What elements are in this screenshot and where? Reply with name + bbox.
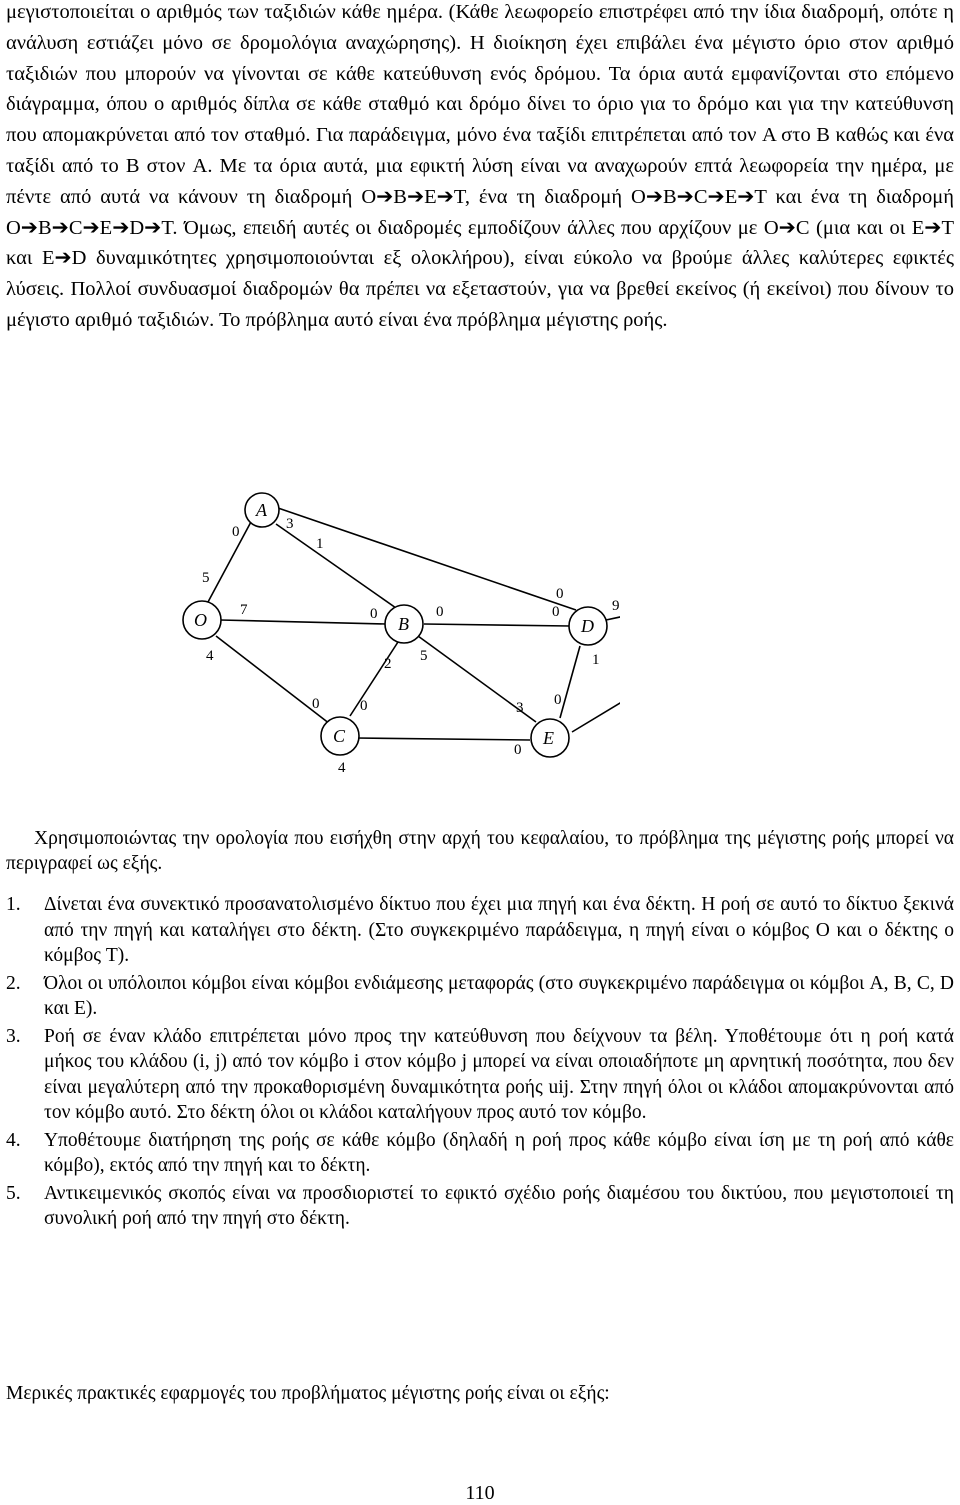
list-item-number: 3.: [6, 1025, 21, 1047]
list-item-number: 2.: [6, 972, 21, 994]
list-item-number: 1.: [6, 894, 21, 915]
cap-OA: 5: [202, 570, 210, 586]
list-item: [6, 892, 954, 969]
cap-BC: 2: [384, 656, 392, 672]
cap-AO: 0: [232, 524, 240, 540]
intro-definition-paragraph: Χρησιμοποιώντας την ορολογία που εισήχθη στην αρχή του κεφαλαίου, το πρόβλημα της μέγιστης ροής μπορεί να περιγραφεί ως εξής.: [6, 828, 954, 874]
cap-CE: 4: [338, 760, 346, 776]
node-label-B: B: [398, 614, 409, 634]
list-item-text: Ροή σε έναν κλάδο επιτρέπεται μόνο προς την κατεύθυνση που δείχνουν τα βέλη. Υποθέτουμε ότι η ροή κατά μήκος του κλάδου (i, j) από τον κόμβο i στον κόμβο j μπορεί να είναι οποιαδήποτε μη αρνητική ποσότητα, που δεν είναι μεγαλύτερη από την προκαθορισμένη δυναμικότητα ροής uij. Στην πηγή όλοι οι κλάδοι απομακρύνονται από τον κόμβο αυτό. Στο δέκτη όλοι οι κλάδοι καταλήγουν προς αυτό τον κόμβο.: [44, 1025, 954, 1123]
cap-BO: 0: [370, 606, 378, 622]
edge-D-E: [560, 646, 580, 718]
intro-paragraph: μεγιστοποιείται ο αριθμός των ταξιδιών κάθε ημέρα. (Κάθε λεωφορείο επιστρέφει από την ίδια διαδρομή, οπότε η ανάλυση εστιάζει μόνο σε δρομολόγια αναχώρησης). Η διοίκηση έχει επιβάλει ένα μέγιστο όριο στον αριθμό ταξιδιών που μπορούν να γίνονται σε κάθε κατεύθυνση ενός δρόμου. Τα όρια αυτά εμφανίζονται στο επόμενο διάγραμμα, όπου ο αριθμός δίπλα σε κάθε σταθμό και δρόμο δίνει το όριο για το δρόμο και για την κατεύθυνση που απομακρύνεται από τον σταθμό. Για παράδειγμα, μόνο ένα ταξίδι επιτρέπεται από τον A στο B καθώς και ένα ταξίδι από το B στον A. Με τα όρια αυτά, μια εφικτή λύση είναι να αναχωρούν επτά λεωφορεία την ημέρα, με πέντε από αυτά να κάνουν τη διαδρομή O➔B➔E➔T, ένα τη διαδρομή O➔B➔C➔E➔T και ένα τη διαδρομή O➔B➔C➔E➔D➔T. Όμως, επειδή αυτές οι διαδρομές εμποδίζουν άλλες που αρχίζουν με O➔C (μια και οι E➔T και E➔D δυναμικότητες χρησιμοποιούνται εξ ολοκλήρου), είναι εύκολο να βρούμε άλλες καλύτερες εφικτές λύσεις. Πολλοί συνδυασμοί διαδρομών θα πρέπει να εξεταστούν, για να βρεθεί εκείνος (ή εκείνοι) που δίνουν το μέγιστο αριθμό ταξιδιών. Το πρόβλημα αυτό είναι ένα πρόβλημα μέγιστης ροής.: [6, 1, 954, 331]
cap-CO: 0: [312, 696, 320, 712]
cap-BE: 5: [420, 648, 428, 664]
cap-DT: 9: [612, 598, 620, 614]
list-item-text: Αντικειμενικός σκοπός είναι να προσδιοριστεί το εφικτό σχέδιο ροής διαμέσου του δικτύου, που μεγιστοποιεί τη συνολική ροή από την πηγή στο δέκτη.: [44, 1182, 954, 1229]
edge-B-C: [350, 642, 398, 716]
definition-list: [6, 892, 954, 1234]
cap-CB: 0: [360, 698, 368, 714]
network-diagram: [180, 478, 620, 780]
cap-BA: 3: [286, 516, 294, 532]
edge-A-B: [276, 524, 396, 608]
cap-AB: 1: [316, 536, 324, 552]
list-item: [6, 971, 954, 1022]
cap-ED: 0: [554, 692, 562, 708]
cap-OB: 7: [240, 602, 248, 618]
list-item-text: Δίνεται ένα συνεκτικό προσανατολισμένο δίκτυο που έχει μια πηγή και ένα δέκτη. Η ροή σε αυτό το δίκτυο ξεκινά από την πηγή και καταλήγει στο δέκτη. (Στο συγκεκριμένο παράδειγμα, η πηγή είναι ο κόμβος O και ο δέκτης ο κόμβος T).: [44, 894, 954, 966]
page-number: 110: [465, 1482, 495, 1504]
cap-BD: 0: [436, 604, 444, 620]
node-label-E: E: [543, 728, 554, 748]
list-item: [6, 1181, 954, 1232]
list-item: [6, 1024, 954, 1126]
cap-AD: 0: [556, 586, 564, 602]
list-item-text: Υποθέτουμε διατήρηση της ροής σε κάθε κόμβο (δηλαδή η ροή προς κάθε κόμβο είναι ίση με τη ροή από κάθε κόμβο), εκτός από την πηγή και το δέκτη.: [44, 1129, 954, 1176]
edge-A-D: [278, 508, 576, 610]
node-label-C: C: [333, 726, 346, 746]
edge-C-E: [356, 738, 530, 740]
cap-EC: 0: [514, 742, 522, 758]
edge-O-A: [208, 520, 252, 602]
list-item-text: Όλοι οι υπόλοιποι κόμβοι είναι κόμβοι ενδιάμεσης μεταφοράς (στο συγκεκριμένο παράδειγμα οι κόμβοι A, B, C, D και E).: [44, 972, 954, 1019]
node-label-O: O: [194, 610, 207, 630]
node-label-A: A: [256, 500, 267, 520]
edge-O-B: [220, 620, 386, 624]
cap-DB: 0: [552, 604, 560, 620]
applications-paragraph: Μερικές πρακτικές εφαρμογές του προβλήματος μέγιστης ροής είναι οι εξής:: [6, 1383, 610, 1404]
node-label-D: D: [581, 616, 594, 636]
list-item: [6, 1128, 954, 1179]
list-item-number: 4.: [6, 1129, 21, 1151]
cap-DE: 1: [592, 652, 600, 668]
cap-EB: 3: [516, 700, 524, 716]
list-item-number: 5.: [6, 1182, 21, 1204]
cap-OC: 4: [206, 648, 214, 664]
edge-B-D: [424, 624, 570, 626]
